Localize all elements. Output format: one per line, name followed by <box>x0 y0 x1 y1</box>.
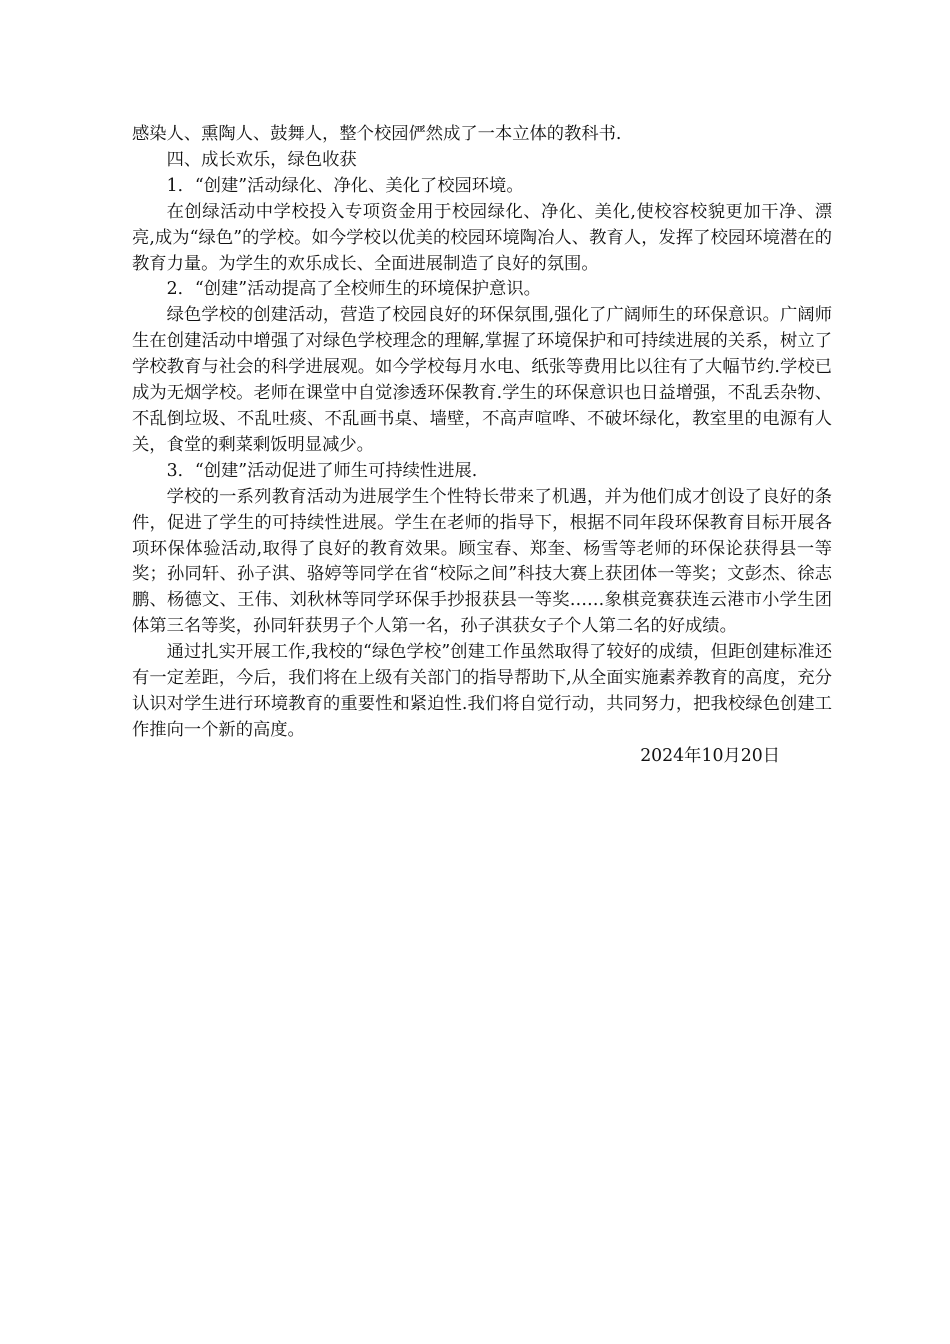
subheading-1: 1．“创建”活动绿化、净化、美化了校园环境。 <box>166 175 524 196</box>
subheading-3: 3．“创建”活动促进了师生可持续性进展. <box>166 460 478 481</box>
document-body <box>132 122 832 770</box>
paragraph-continuation: 感染人、熏陶人、鼓舞人，整个校园俨然成了一本立体的教科书. <box>132 124 622 144</box>
paragraph-3: 学校的一系列教育活动为进展学生个性特长带来了机遇，并为他们成才创设了良好的条件，促进了学生的可持续性进展。学生在老师的指导下，根据不同年段环保教育目标开展各项环保体验活动,取得了良好的教育效果。顾宝春、郑奎、杨雪等老师的环保论获得县一等奖；孙同轩、孙子淇、骆婷等同学在省“校际之间”科技大赛上获团体一等奖；文彭杰、徐志鹏、杨德文、王伟、刘秋林等同学环保手抄报获县一等奖……象棋竞赛获连云港市小学生团体第三名等奖，孙同轩获男子个人第一名，孙子淇获女子个人第二名的好成绩。 <box>132 486 832 637</box>
paragraph-2: 绿色学校的创建活动，营造了校园良好的环保氛围,强化了广阔师生的环保意识。广阔师生在创建活动中增强了对绿色学校理念的理解,掌握了环境保护和可持续进展的关系，树立了学校教育与社会的科学进展观。如今学校每月水电、纸张等费用比以往有了大幅节约.学校已成为无烟学校。老师在课堂中自觉渗透环保教育.学生的环保意识也日益增强，不乱丢杂物、不乱倒垃圾、不乱吐痰、不乱画书桌、墙壁，不高声喧哗、不破坏绿化，教室里的电源有人关，食堂的剩菜剩饭明显减少。 <box>132 305 832 455</box>
paragraph-conclusion: 通过扎实开展工作,我校的“绿色学校”创建工作虽然取得了较好的成绩，但距创建标准还有一定差距，今后，我们将在上级有关部门的指导帮助下,从全面实施素养教育的高度，充分认识对学生进行环境教育的重要性和紧迫性.我们将自觉行动，共同努力，把我校绿色创建工作推向一个新的高度。 <box>132 642 832 740</box>
section-heading: 四、成长欢乐，绿色收获 <box>166 149 357 170</box>
subheading-2: 2．“创建”活动提高了全校师生的环境保护意识。 <box>166 279 541 300</box>
document-date: 2024年10月20日 <box>640 745 780 766</box>
paragraph-1: 在创绿活动中学校投入专项资金用于校园绿化、净化、美化,使校容校貌更加干净、漂亮,成为“绿色”的学校。如今学校以优美的校园环境陶冶人、教育人，发挥了校园环境潜在的教育力量。为学生的欢乐成长、全面进展制造了良好的氛围。 <box>132 201 832 274</box>
